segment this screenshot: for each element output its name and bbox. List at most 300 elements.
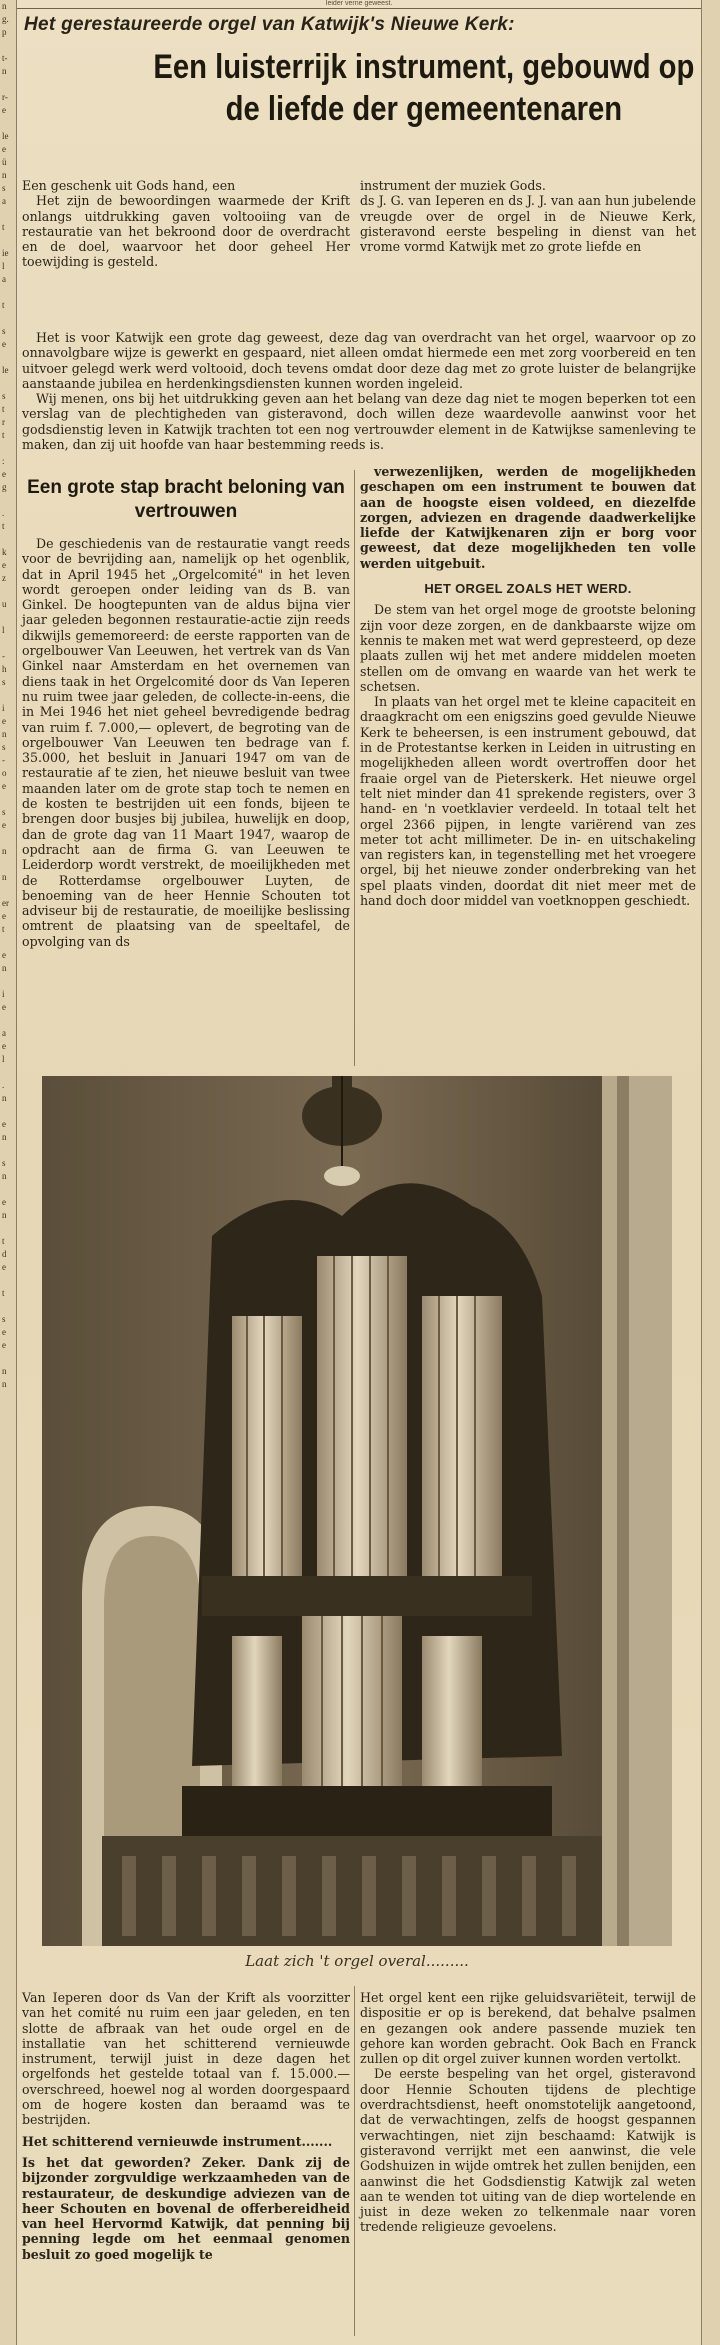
left-strip-fragment: n xyxy=(2,963,7,973)
left-strip-fragment: i xyxy=(2,989,5,999)
left-strip-fragment: e xyxy=(2,1197,6,1207)
right-strip-fragment xyxy=(702,520,720,533)
left-strip-fragment: s xyxy=(2,742,6,752)
left-strip-fragment xyxy=(0,286,16,299)
left-strip-fragment: n xyxy=(2,1132,7,1142)
left-strip-fragment: s xyxy=(2,326,6,336)
intro-right-p1: instrument der muziek Gods. xyxy=(360,178,546,193)
right-strip-fragment xyxy=(702,299,720,312)
left-strip-fragment xyxy=(0,975,16,988)
left-strip-fragment xyxy=(0,611,16,624)
right-strip-fragment xyxy=(702,1560,720,1573)
right-strip-fragment xyxy=(702,598,720,611)
right-strip-fragment xyxy=(702,351,720,364)
right-strip-fragment xyxy=(702,689,720,702)
right-strip-fragment xyxy=(702,2041,720,2054)
left-strip-fragment: er xyxy=(2,898,9,908)
right-strip-fragment xyxy=(702,585,720,598)
right-strip-fragment xyxy=(702,0,720,13)
left-strip-fragment: s xyxy=(2,1314,6,1324)
left-strip-fragment: s xyxy=(2,677,6,687)
right-strip-fragment xyxy=(702,2288,720,2301)
article-headline: Een luisterrijk instrument, gebouwd op de liefde der gemeentenaren xyxy=(153,48,695,128)
left-strip-fragment xyxy=(0,1352,16,1365)
organ-photo-image xyxy=(42,1076,672,1946)
right-strip-fragment xyxy=(702,949,720,962)
right-strip-fragment xyxy=(702,546,720,559)
right-strip-fragment xyxy=(702,1651,720,1664)
left-strip-fragment: n xyxy=(2,872,7,882)
left-strip-fragment xyxy=(0,312,16,325)
right-strip-fragment xyxy=(702,1378,720,1391)
body-right-column-1 xyxy=(360,464,696,908)
right-strip-fragment xyxy=(702,2145,720,2158)
body-left-column-2 xyxy=(22,1990,350,2262)
left-strip-fragment: a xyxy=(2,1028,6,1038)
left-strip-fragment: g. xyxy=(2,14,9,24)
right-strip-fragment xyxy=(702,182,720,195)
column-divider xyxy=(354,470,355,1066)
right-strip-fragment xyxy=(702,1963,720,1976)
right-strip-fragment xyxy=(702,377,720,390)
right-strip-fragment xyxy=(702,156,720,169)
right-strip-fragment xyxy=(702,1820,720,1833)
left-strip-fragment: n xyxy=(2,1210,7,1220)
column-divider-bottom xyxy=(354,1986,355,2336)
organ-photo xyxy=(42,1076,672,1946)
left-strip-fragment: e xyxy=(2,560,6,570)
left-strip-fragment: z xyxy=(2,573,6,583)
left-strip-fragment: s xyxy=(2,183,6,193)
right-strip-fragment xyxy=(702,2106,720,2119)
right-strip-fragment xyxy=(702,1118,720,1131)
right-strip-fragment xyxy=(702,65,720,78)
right-strip-fragment xyxy=(702,39,720,52)
right-strip-fragment xyxy=(702,2210,720,2223)
left-strip-fragment: n xyxy=(2,1379,7,1389)
right-strip-fragment xyxy=(702,1391,720,1404)
left-strip-fragment: n xyxy=(2,729,7,739)
body-right-column-2 xyxy=(360,1990,696,2235)
right-strip-fragment xyxy=(702,2184,720,2197)
right-strip-fragment xyxy=(702,1365,720,1378)
right-strip-fragment xyxy=(702,13,720,26)
left-strip-fragment xyxy=(0,858,16,871)
right-strip-fragment xyxy=(702,2171,720,2184)
right-strip-fragment xyxy=(702,2002,720,2015)
right-strip-fragment xyxy=(702,2067,720,2080)
left-strip-fragment: e xyxy=(2,1041,6,1051)
right-strip-fragment xyxy=(702,1638,720,1651)
left-strip-fragment xyxy=(0,585,16,598)
left-strip-fragment xyxy=(0,1300,16,1313)
left-strip-fragment: a xyxy=(2,196,6,206)
left-strip-fragment: t xyxy=(2,924,5,934)
left-strip-fragment: t xyxy=(2,300,5,310)
left-strip-fragment: n xyxy=(2,846,7,856)
left-strip-fragment: n xyxy=(2,170,7,180)
left-strip-fragment xyxy=(0,442,16,455)
right-strip-fragment xyxy=(702,1196,720,1209)
body-right-bold-intro: verwezenlijken, werden de mogelijkheden geschapen om een instrument te bouwen dat aan de hoogste eisen voldeed, en diezelfde zorgen, adviezen en dragende daadwerkelijke liefde der Katwijkenaren zijn er borg voor geweest, dat deze mogelijkheden ten volle werden uitgebuit. xyxy=(360,464,696,571)
right-strip-fragment xyxy=(702,221,720,234)
right-strip-fragment xyxy=(702,897,720,910)
right-strip-fragment xyxy=(702,364,720,377)
left-strip-fragment: s xyxy=(2,807,6,817)
right-strip-fragment xyxy=(702,403,720,416)
right-strip-fragment xyxy=(702,1690,720,1703)
adjacent-column-left xyxy=(0,0,17,2345)
right-strip-fragment xyxy=(702,286,720,299)
right-strip-fragment xyxy=(702,637,720,650)
right-strip-fragment xyxy=(702,1443,720,1456)
right-strip-fragment xyxy=(702,1261,720,1274)
intro-full-p1: Het is voor Katwijk een grote dag geweest, deze dag van overdracht van het orgel, waarvoor op zo onnavolgbare wijze is gewerkt en gespaard, niet alleen omdat hiermede een met zorg voorbereid en ten uitvoer gelegd werk werd voltooid, doch tevens omdat door deze dag met zo grote luister de belangrijke aanstaande jubilea en herdenkingsdiensten kunnen worden ingeleid. xyxy=(22,330,696,391)
left-strip-fragment: n xyxy=(2,1093,7,1103)
right-strip-fragment xyxy=(702,533,720,546)
right-strip-fragment xyxy=(702,1742,720,1755)
left-strip-fragment xyxy=(0,1066,16,1079)
right-strip-fragment xyxy=(702,871,720,884)
left-strip-fragment: d xyxy=(2,1249,7,1259)
body-left2-answer: Is het dat geworden? Zeker. Dank zij de bijzonder zorgvuldige werkzaamheden van de restaurateur, de deskundige adviezen van de heer Schouten en bovenal de offerbereidheid van heel Hervormd Katwijk, dat penning bij penning legde om het eenmaal genomen besluit zo goed mogelijk te xyxy=(22,2154,350,2262)
right-strip-fragment xyxy=(702,1066,720,1079)
left-strip-fragment: e xyxy=(2,1327,6,1337)
right-strip-fragment xyxy=(702,1781,720,1794)
right-strip-fragment xyxy=(702,1989,720,2002)
subheading-left: Een grote stap bracht beloning van vertrouwen xyxy=(27,477,345,522)
right-strip-fragment xyxy=(702,1482,720,1495)
left-strip-fragment: g xyxy=(2,482,7,492)
right-strip-fragment xyxy=(702,1183,720,1196)
right-strip-fragment xyxy=(702,1950,720,1963)
body-left-p1: De geschiedenis van de restauratie vangt reeds voor de bevrijding aan, namelijk op het ogenblik, dat in April 1945 het „Orgelcomité" in het leven wordt geroepen onder leiding van ds B. van Ginkel. De hoogtepunten van de aldus bijna vier jaar geleden begonnen restauratie-actie zijn reeds dikwijls gememoreerd: de eerste rapporten van de orgelbouwer Van Leeuwen, het vertrek van ds Van Ginkel naar Amsterdam en het overnemen van diens taak in het Orgelcomité door ds Van Ieperen nu ruim twee jaar geleden, de collecte-in-eens, die in Mei 1946 het niet geheel bevredigende bedrag van ruim f. 7.000,— oplevert, de begroting van de orgelbouwer Van Leeuwen ten bedrage van f. 35.000, het besluit in Januari 1947 om van de restauratie af te zien, het nieuwe besluit van twee maanden later om de grote stap toch te nemen en de kosten te bestrijden uit een fonds, bijeen te brengen door busjes bij jubilea, huwelijk en doop, dan de grote dag van 11 Maart 1947, waarop de opdracht aan de firma G. van Leeuwen te Leiderdorp wordt verstrekt, de moeilijkheden met de Rotterdamse orgelbouwer Luyten, de benoeming van de heer Hennie Schouten tot adviseur bij de restauratie, de moeilijke beslissing omtrent de plaatsing van de speeltafel, de opvolging van ds xyxy=(22,536,350,949)
right-strip-fragment xyxy=(702,1755,720,1768)
body-left-column-1 xyxy=(22,536,350,949)
right-strip-fragment xyxy=(702,130,720,143)
left-strip-fragment xyxy=(0,1014,16,1027)
right-strip-fragment xyxy=(702,468,720,481)
right-strip-fragment xyxy=(702,1703,720,1716)
left-strip-fragment: u xyxy=(2,599,7,609)
left-strip-fragment: . xyxy=(2,1080,5,1090)
right-strip-fragment xyxy=(702,273,720,286)
left-strip-fragment: n xyxy=(2,1171,7,1181)
right-strip-fragment xyxy=(702,481,720,494)
right-strip-fragment xyxy=(702,2093,720,2106)
right-strip-fragment xyxy=(702,507,720,520)
right-strip-fragment xyxy=(702,1300,720,1313)
right-strip-fragment xyxy=(702,1469,720,1482)
right-strip-fragment xyxy=(702,1898,720,1911)
right-strip-fragment xyxy=(702,2119,720,2132)
right-strip-fragment xyxy=(702,1014,720,1027)
body-left2-question: Het schitterend vernieuwde instrument....... xyxy=(22,2133,333,2149)
subheading-right: HET ORGEL ZOALS HET WERD. xyxy=(424,581,632,597)
left-strip-fragment xyxy=(0,936,16,949)
left-strip-fragment: e xyxy=(2,911,6,921)
right-strip-fragment xyxy=(702,104,720,117)
right-strip-fragment xyxy=(702,767,720,780)
adjacent-column-right xyxy=(701,0,720,2345)
right-strip-fragment xyxy=(702,1352,720,1365)
right-strip-fragment xyxy=(702,2015,720,2028)
left-strip-fragment: n xyxy=(2,66,7,76)
right-strip-fragment xyxy=(702,2301,720,2314)
left-strip-fragment: e xyxy=(2,1119,6,1129)
right-strip-fragment xyxy=(702,260,720,273)
left-strip-fragment: t xyxy=(2,521,5,531)
right-strip-fragment xyxy=(702,390,720,403)
right-strip-fragment xyxy=(702,1807,720,1820)
left-strip-fragment: ie xyxy=(2,248,9,258)
left-strip-fragment xyxy=(0,208,16,221)
left-strip-fragment xyxy=(0,1222,16,1235)
right-strip-fragment xyxy=(702,754,720,767)
right-strip-fragment xyxy=(702,1586,720,1599)
right-strip-fragment xyxy=(702,2314,720,2327)
left-strip-fragment: l xyxy=(2,1054,5,1064)
right-strip-fragment xyxy=(702,1534,720,1547)
right-strip-fragment xyxy=(702,1027,720,1040)
right-strip-fragment xyxy=(702,325,720,338)
right-strip-fragment xyxy=(702,338,720,351)
left-strip-fragment xyxy=(0,884,16,897)
right-strip-fragment xyxy=(702,2080,720,2093)
right-strip-fragment xyxy=(702,2327,720,2340)
right-strip-fragment xyxy=(702,234,720,247)
right-strip-fragment xyxy=(702,78,720,91)
left-strip-fragment: e xyxy=(2,1340,6,1350)
left-strip-fragment: a xyxy=(2,274,6,284)
left-strip-fragment: e xyxy=(2,1002,6,1012)
left-strip-fragment: e xyxy=(2,820,6,830)
left-strip-fragment xyxy=(0,1183,16,1196)
left-strip-fragment xyxy=(0,689,16,702)
left-strip-fragment: s xyxy=(2,1158,6,1168)
right-strip-fragment xyxy=(702,1495,720,1508)
right-strip-fragment xyxy=(702,1287,720,1300)
left-strip-fragment xyxy=(0,234,16,247)
right-strip-fragment xyxy=(702,2132,720,2145)
intro-right-p2: ds J. G. van Ieperen en ds J. J. van aan hun jubelende vreugde over de orgel in de Nieuwe Kerk, gisteravond eerste bespeling in dienst van het vrome vormd Katwijk met zo grote liefde en xyxy=(360,193,696,255)
right-strip-fragment xyxy=(702,650,720,663)
right-strip-fragment xyxy=(702,455,720,468)
right-strip-fragment xyxy=(702,195,720,208)
right-strip-fragment xyxy=(702,728,720,741)
right-strip-fragment xyxy=(702,1664,720,1677)
right-strip-fragment xyxy=(702,1157,720,1170)
right-strip-fragment xyxy=(702,1521,720,1534)
left-strip-fragment: t xyxy=(2,1288,5,1298)
right-strip-fragment xyxy=(702,806,720,819)
body-right2-p1: Het orgel kent een rijke geluidsvariëteit, terwijl de dispositie er op is berekend, dat behalve psalmen en gezangen ook andere passende muziek ten gehore kan worden gebracht. Ook Bach en Franck zullen op dit orgel zuiver kunnen worden vertolkt. xyxy=(360,1990,696,2067)
left-strip-fragment: t xyxy=(2,222,5,232)
body-right2-p2: De eerste bespeling van het orgel, gisteravond door Hennie Schouten tijdens de plechtige overdrachtsdienst, heeft onomstotelijk aangetoond, dat de verwachtingen, zelfs de hoogst gespannen verwachtingen, niet zijn beschaamd: Katwijk is gisteravond verrijkt met een aanwinst, die vele Godshuizen in wijde omtrek het zullen benijden, een aanwinst die het Godsdienstig Katwijk zal weten aan te wenden tot uiting van de diep wortelende en juist in deze weken zo telkenmale naar voren tredende religieuze gevoelens. xyxy=(360,2066,696,2235)
right-strip-fragment xyxy=(702,312,720,325)
left-strip-fragment: . xyxy=(2,508,5,518)
left-strip-fragment xyxy=(0,793,16,806)
left-strip-fragment: l xyxy=(2,625,5,635)
left-strip-fragment: p xyxy=(2,27,7,37)
right-strip-fragment xyxy=(702,962,720,975)
right-strip-fragment xyxy=(702,1209,720,1222)
right-strip-fragment xyxy=(702,52,720,65)
left-strip-fragment xyxy=(0,377,16,390)
right-strip-fragment xyxy=(702,442,720,455)
right-strip-fragment xyxy=(702,2223,720,2236)
right-strip-fragment xyxy=(702,1937,720,1950)
left-strip-fragment xyxy=(0,832,16,845)
right-strip-fragment xyxy=(702,1430,720,1443)
right-strip-fragment xyxy=(702,2054,720,2067)
right-strip-fragment xyxy=(702,1859,720,1872)
left-strip-fragment: - xyxy=(2,651,5,661)
right-strip-fragment xyxy=(702,2236,720,2249)
right-strip-fragment xyxy=(702,1677,720,1690)
right-strip-fragment xyxy=(702,975,720,988)
left-strip-fragment: t xyxy=(2,1236,5,1246)
right-strip-fragment xyxy=(702,780,720,793)
right-strip-fragment xyxy=(702,1729,720,1742)
right-strip-fragment xyxy=(702,1508,720,1521)
left-strip-fragment: e xyxy=(2,144,6,154)
right-strip-fragment xyxy=(702,884,720,897)
intro-right-column xyxy=(360,178,696,254)
right-strip-fragment xyxy=(702,1417,720,1430)
right-strip-fragment xyxy=(702,936,720,949)
right-strip-fragment xyxy=(702,663,720,676)
left-strip-fragment: e xyxy=(2,716,6,726)
right-strip-fragment xyxy=(702,2158,720,2171)
right-strip-fragment xyxy=(702,1547,720,1560)
right-strip-fragment xyxy=(702,1924,720,1937)
left-strip-fragment: t- xyxy=(2,53,8,63)
right-strip-fragment xyxy=(702,741,720,754)
right-strip-fragment xyxy=(702,143,720,156)
article-kicker: Het gerestaureerde orgel van Katwijk's Nieuwe Kerk: xyxy=(24,14,515,35)
left-strip-fragment: e xyxy=(2,781,6,791)
right-strip-fragment xyxy=(702,117,720,130)
right-strip-fragment xyxy=(702,1612,720,1625)
left-strip-fragment: r- xyxy=(2,92,8,102)
right-strip-fragment xyxy=(702,2197,720,2210)
intro-left-p2: Het zijn de bewoordingen waarmede der Krift onlangs uitdrukking gaven voltooiing van de restauratie van het bekroond door de overdracht en de doel, waarvoor het door geheel Her toewijding is gesteld. xyxy=(22,193,350,270)
right-strip-fragment xyxy=(702,1794,720,1807)
right-strip-fragment xyxy=(702,1573,720,1586)
left-strip-fragment: n xyxy=(2,1366,7,1376)
left-strip-fragment: e xyxy=(2,1262,6,1272)
right-strip-fragment xyxy=(702,1599,720,1612)
left-strip-fragment xyxy=(0,1144,16,1157)
left-strip-fragment xyxy=(0,39,16,52)
intro-full-p2: Wij menen, ons bij het uitdrukking geven aan het belang van deze dag niet te mogen beperken tot een verslag van de plechtigheden van gisteravond, doch willen deze waardevolle aanwinst voor het godsdienstig leven in Katwijk trachten tot een nog vertrouwder element in de Katwijkse samenleving te maken, dan zij uit hoofde van haar bestemming reeds is. xyxy=(22,391,696,453)
left-strip-fragment: o xyxy=(2,768,7,778)
right-strip-fragment xyxy=(702,793,720,806)
body-right-p1: De stem van het orgel moge de grootste beloning zijn voor deze zorgen, en de dankbaarste wijze om kennis te maken met wat werd gepresteerd, op deze plaats zullen wij het met andere middelen moeten stellen om de omvang en waarde van het werk te schetsen. xyxy=(360,602,696,694)
right-strip-fragment xyxy=(702,1079,720,1092)
right-strip-fragment xyxy=(702,2249,720,2262)
right-strip-fragment xyxy=(702,169,720,182)
left-strip-fragment: e xyxy=(2,469,6,479)
photo-caption: Laat zich 't orgel overal......... xyxy=(245,1952,469,1970)
right-strip-fragment xyxy=(702,208,720,221)
right-strip-fragment xyxy=(702,611,720,624)
right-strip-fragment xyxy=(702,1053,720,1066)
right-strip-fragment xyxy=(702,910,720,923)
left-strip-fragment: h xyxy=(2,664,7,674)
top-strip: Ieider verne geweest. xyxy=(16,0,702,9)
right-strip-fragment xyxy=(702,1092,720,1105)
right-strip-fragment xyxy=(702,1768,720,1781)
right-strip-fragment xyxy=(702,832,720,845)
right-strip-fragment xyxy=(702,676,720,689)
right-strip-fragment xyxy=(702,845,720,858)
intro-left-column xyxy=(22,178,350,270)
right-strip-fragment xyxy=(702,247,720,260)
right-strip-fragment xyxy=(702,1911,720,1924)
left-strip-fragment: l xyxy=(2,261,5,271)
left-strip-fragment xyxy=(0,637,16,650)
right-strip-fragment xyxy=(702,1248,720,1261)
right-strip-fragment xyxy=(702,559,720,572)
left-strip-fragment: t xyxy=(2,404,5,414)
right-strip-fragment xyxy=(702,923,720,936)
intro-left-p1: Een geschenk uit Gods hand, een xyxy=(22,178,236,193)
right-strip-fragment xyxy=(702,702,720,715)
right-strip-fragment xyxy=(702,1001,720,1014)
left-strip-fragment: i xyxy=(2,703,5,713)
left-strip-fragment xyxy=(0,533,16,546)
left-strip-fragment xyxy=(0,78,16,91)
left-strip-fragment: e xyxy=(2,105,6,115)
left-strip-fragment: - xyxy=(2,755,5,765)
left-strip-fragment xyxy=(0,1105,16,1118)
right-strip-fragment xyxy=(702,1105,720,1118)
left-strip-fragment: e xyxy=(2,339,6,349)
right-strip-fragment xyxy=(702,494,720,507)
right-strip-fragment xyxy=(702,2275,720,2288)
left-strip-fragment: k xyxy=(2,547,7,557)
left-strip-fragment xyxy=(0,117,16,130)
right-strip-fragment xyxy=(702,1040,720,1053)
right-strip-fragment xyxy=(702,91,720,104)
right-strip-fragment xyxy=(702,2028,720,2041)
left-strip-fragment: le xyxy=(2,131,9,141)
right-strip-fragment xyxy=(702,2262,720,2275)
right-strip-fragment xyxy=(702,1222,720,1235)
left-strip-fragment: r xyxy=(2,417,5,427)
right-strip-fragment xyxy=(702,624,720,637)
right-strip-fragment xyxy=(702,1846,720,1859)
right-strip-fragment xyxy=(702,988,720,1001)
right-strip-fragment xyxy=(702,1326,720,1339)
right-strip-fragment xyxy=(702,2340,720,2345)
right-strip-fragment xyxy=(702,858,720,871)
left-strip-fragment xyxy=(0,1274,16,1287)
left-strip-fragment xyxy=(0,351,16,364)
right-strip-fragment xyxy=(702,1235,720,1248)
left-strip-fragment: n xyxy=(2,1,7,11)
right-strip-fragment xyxy=(702,1144,720,1157)
right-strip-fragment xyxy=(702,1625,720,1638)
right-strip-fragment xyxy=(702,1274,720,1287)
right-strip-fragment xyxy=(702,1885,720,1898)
right-strip-fragment xyxy=(702,715,720,728)
right-strip-fragment xyxy=(702,1404,720,1417)
left-strip-fragment xyxy=(0,494,16,507)
right-strip-fragment xyxy=(702,1872,720,1885)
